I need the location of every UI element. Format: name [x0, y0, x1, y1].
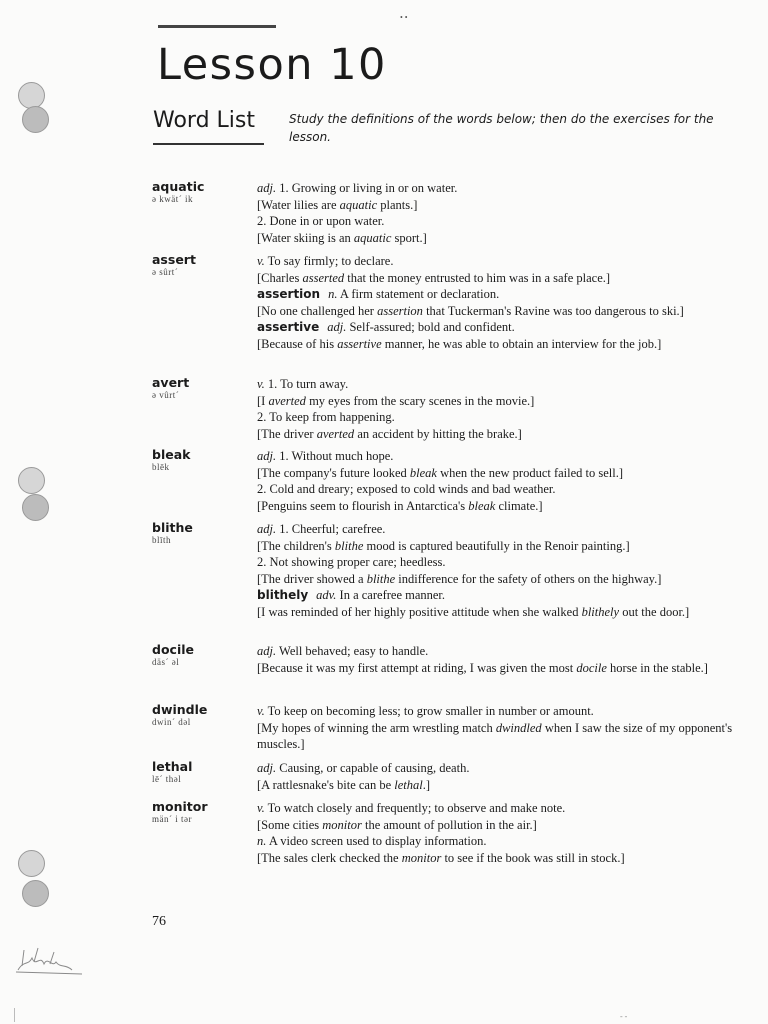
example-sentence	[257, 426, 745, 443]
sentence-text: [Because it was my first attempt at riding, I was given the most	[257, 660, 577, 675]
example-sentence	[257, 571, 745, 588]
headword-block	[152, 703, 207, 728]
pronunciation: ə vûrt´	[152, 390, 180, 400]
example-word: dwindled	[495, 720, 542, 735]
definitions	[257, 800, 745, 866]
example-word: bleak	[468, 498, 496, 513]
example-sentence	[257, 720, 745, 753]
definition-text: 1. Growing or living in or on water.	[279, 181, 458, 195]
definition-line	[257, 253, 745, 270]
sentence-text: an accident by hitting the brake.]	[354, 426, 522, 441]
sentence-text: [The driver	[257, 426, 317, 441]
example-sentence	[257, 336, 745, 353]
sentence-text: [I	[257, 393, 269, 408]
pronunciation: lē´ thəl	[152, 774, 182, 784]
example-sentence	[257, 777, 745, 794]
definitions	[257, 760, 745, 793]
example-word: averted	[316, 426, 355, 441]
example-word: aquatic	[339, 197, 378, 212]
sentence-text: [The sales clerk checked the	[257, 850, 402, 865]
definition-text: To keep on becoming less; to grow smaller in number or amount.	[267, 704, 594, 718]
sentence-text: [I was reminded of her highly positive attitude when she walked	[257, 604, 582, 619]
headword-block	[152, 760, 192, 785]
definition-line	[257, 409, 745, 426]
definition-text: 1. To turn away.	[267, 377, 349, 391]
pronunciation: däs´ əl	[152, 657, 180, 667]
example-sentence	[257, 270, 745, 287]
pronunciation: ə kwät´ ik	[152, 194, 193, 204]
definition-line	[257, 448, 745, 465]
derived-word: assertion	[257, 287, 321, 301]
sentence-text: indifference for the safety of others on the highway.]	[395, 571, 662, 586]
headword-block	[152, 521, 193, 546]
definitions	[257, 253, 745, 352]
headword: bleak	[152, 447, 191, 462]
binder-hole	[22, 494, 49, 521]
sentence-text: .]	[422, 777, 431, 792]
margin-scribble	[12, 938, 84, 980]
sentence-text: [The driver showed a	[257, 571, 367, 586]
definition-text: 2. Not showing proper care; heedless.	[257, 555, 446, 569]
sentence-text: plants.]	[377, 197, 418, 212]
headword: docile	[152, 642, 194, 657]
sentence-text: [My hopes of winning the arm wrestling match	[257, 720, 496, 735]
definition-line	[257, 376, 745, 393]
part-of-speech: adj.	[257, 522, 277, 536]
definition-line	[257, 213, 745, 230]
binder-hole	[18, 467, 45, 494]
scan-speck: - -	[620, 1012, 628, 1021]
definitions	[257, 448, 745, 514]
definition-text: Causing, or capable of causing, death.	[279, 761, 470, 775]
definition-text: 1. Cheerful; carefree.	[279, 522, 386, 536]
headword-block	[152, 180, 204, 205]
definition-text: 1. Without much hope.	[279, 449, 394, 463]
example-sentence	[257, 303, 745, 320]
example-word: blithe	[334, 538, 364, 553]
example-sentence	[257, 393, 745, 410]
sentence-text: [Penguins seem to flourish in Antarctica's	[257, 498, 469, 513]
pronunciation: ə sûrt´	[152, 267, 179, 277]
part-of-speech: v.	[257, 254, 265, 268]
sentence-text: [Charles	[257, 270, 303, 285]
lesson-title: Lesson 10	[157, 40, 387, 90]
headword-block	[152, 800, 208, 825]
example-word: monitor	[401, 850, 442, 865]
example-word: bleak	[409, 465, 437, 480]
example-word: lethal	[394, 777, 423, 792]
sentence-text: out the door.]	[619, 604, 690, 619]
definitions	[257, 703, 745, 753]
pronunciation: blīth	[152, 535, 172, 545]
definitions	[257, 521, 745, 620]
definition-text: 2. Done in or upon water.	[257, 214, 385, 228]
part-of-speech: adj.	[257, 449, 277, 463]
definition-line	[257, 760, 745, 777]
sentence-text: [Water skiing is an	[257, 230, 354, 245]
pronunciation: dwin´ dəl	[152, 717, 191, 727]
example-sentence	[257, 660, 745, 677]
example-sentence	[257, 817, 745, 834]
pronunciation: blēk	[152, 462, 170, 472]
page-number: 76	[152, 914, 166, 929]
example-word: blithe	[366, 571, 396, 586]
definition-text: A video screen used to display information.	[268, 834, 487, 848]
margin-mark	[14, 1008, 15, 1022]
headword: aquatic	[152, 179, 205, 194]
definition-text: To say firmly; to declare.	[267, 254, 394, 268]
pronunciation: män´ i tər	[152, 814, 192, 824]
definition-text: In a carefree manner.	[339, 588, 446, 602]
example-word: docile	[576, 660, 607, 675]
sentence-text: to see if the book was still in stock.]	[441, 850, 625, 865]
headword: avert	[152, 375, 190, 390]
example-word: blithely	[581, 604, 620, 619]
part-of-speech: adj.	[327, 320, 347, 334]
headword-block	[152, 448, 190, 473]
sentence-text: the amount of pollution in the air.]	[361, 817, 537, 832]
definition-line	[257, 180, 745, 197]
top-rule	[158, 25, 276, 28]
part-of-speech: v.	[257, 801, 265, 815]
example-sentence	[257, 604, 745, 621]
part-of-speech: adj.	[257, 181, 277, 195]
definition-line	[257, 481, 745, 498]
definition-line	[257, 703, 745, 720]
sentence-text: when the new product failed to sell.]	[436, 465, 624, 480]
sentence-text: [The company's future looked	[257, 465, 410, 480]
definition-line	[257, 800, 745, 817]
example-sentence	[257, 850, 745, 867]
part-of-speech: adj.	[257, 644, 277, 658]
definition-line	[257, 587, 745, 604]
part-of-speech: v.	[257, 377, 265, 391]
definition-line	[257, 643, 745, 660]
definition-text: 2. To keep from happening.	[257, 410, 395, 424]
definition-text: To watch closely and frequently; to observe and make note.	[267, 801, 566, 815]
word-list-underline	[153, 143, 264, 145]
example-word: averted	[268, 393, 306, 408]
sentence-text: [A rattlesnake's bite can be	[257, 777, 395, 792]
sentence-text: that Tuckerman's Ravine was too dangerous to ski.]	[422, 303, 684, 318]
definitions	[257, 376, 745, 442]
word-list-title: Word List	[153, 108, 255, 133]
sentence-text: horse in the stable.]	[606, 660, 708, 675]
example-sentence	[257, 230, 745, 247]
headword: blithe	[152, 520, 193, 535]
definition-line	[257, 286, 745, 303]
example-sentence	[257, 498, 745, 515]
sentence-text: [Water lilies are	[257, 197, 340, 212]
definition-text: Self-assured; bold and confident.	[349, 320, 515, 334]
example-sentence	[257, 538, 745, 555]
example-word: monitor	[322, 817, 362, 832]
definition-line	[257, 521, 745, 538]
headword-block	[152, 643, 194, 668]
part-of-speech: n.	[328, 287, 338, 301]
example-word: assertive	[337, 336, 382, 351]
definition-line	[257, 833, 745, 850]
binder-hole	[22, 880, 49, 907]
sentence-text: [Because of his	[257, 336, 338, 351]
example-word: asserted	[302, 270, 345, 285]
headword-block	[152, 376, 189, 401]
example-sentence	[257, 197, 745, 214]
instructions: Study the definitions of the words below; then do the exercises for the lesson.	[289, 112, 714, 144]
binder-hole	[22, 106, 49, 133]
derived-word: assertive	[257, 320, 320, 334]
definition-line	[257, 554, 745, 571]
definition-line	[257, 319, 745, 336]
part-of-speech: adj.	[257, 761, 277, 775]
definition-text: 2. Cold and dreary; exposed to cold winds and bad weather.	[257, 482, 556, 496]
binder-hole	[18, 850, 45, 877]
part-of-speech: n.	[257, 834, 267, 848]
definitions	[257, 643, 745, 676]
headword: lethal	[152, 759, 193, 774]
sentence-text: mood is captured beautifully in the Renoir painting.]	[363, 538, 630, 553]
example-word: assertion	[377, 303, 423, 318]
sentence-text: [No one challenged her	[257, 303, 378, 318]
sentence-text: climate.]	[495, 498, 543, 513]
sentence-text: my eyes from the scary scenes in the movie.]	[305, 393, 535, 408]
part-of-speech: adv.	[316, 588, 337, 602]
sentence-text: [Some cities	[257, 817, 323, 832]
derived-word: blithely	[257, 588, 309, 602]
definitions	[257, 180, 745, 246]
scan-speck: • •	[400, 13, 408, 22]
definition-text: Well behaved; easy to handle.	[279, 644, 429, 658]
headword: assert	[152, 252, 196, 267]
headword: monitor	[152, 799, 208, 814]
sentence-text: sport.]	[391, 230, 427, 245]
sentence-text: manner, he was able to obtain an interview for the job.]	[381, 336, 662, 351]
definition-text: A firm statement or declaration.	[339, 287, 500, 301]
sentence-text: that the money entrusted to him was in a safe place.]	[344, 270, 611, 285]
part-of-speech: v.	[257, 704, 265, 718]
sentence-text: when I saw the size of my opponent's muscles.]	[257, 720, 733, 751]
headword: dwindle	[152, 702, 208, 717]
example-word: aquatic	[353, 230, 392, 245]
example-sentence	[257, 465, 745, 482]
sentence-text: [The children's	[257, 538, 335, 553]
binder-hole	[18, 82, 45, 109]
headword-block	[152, 253, 196, 278]
